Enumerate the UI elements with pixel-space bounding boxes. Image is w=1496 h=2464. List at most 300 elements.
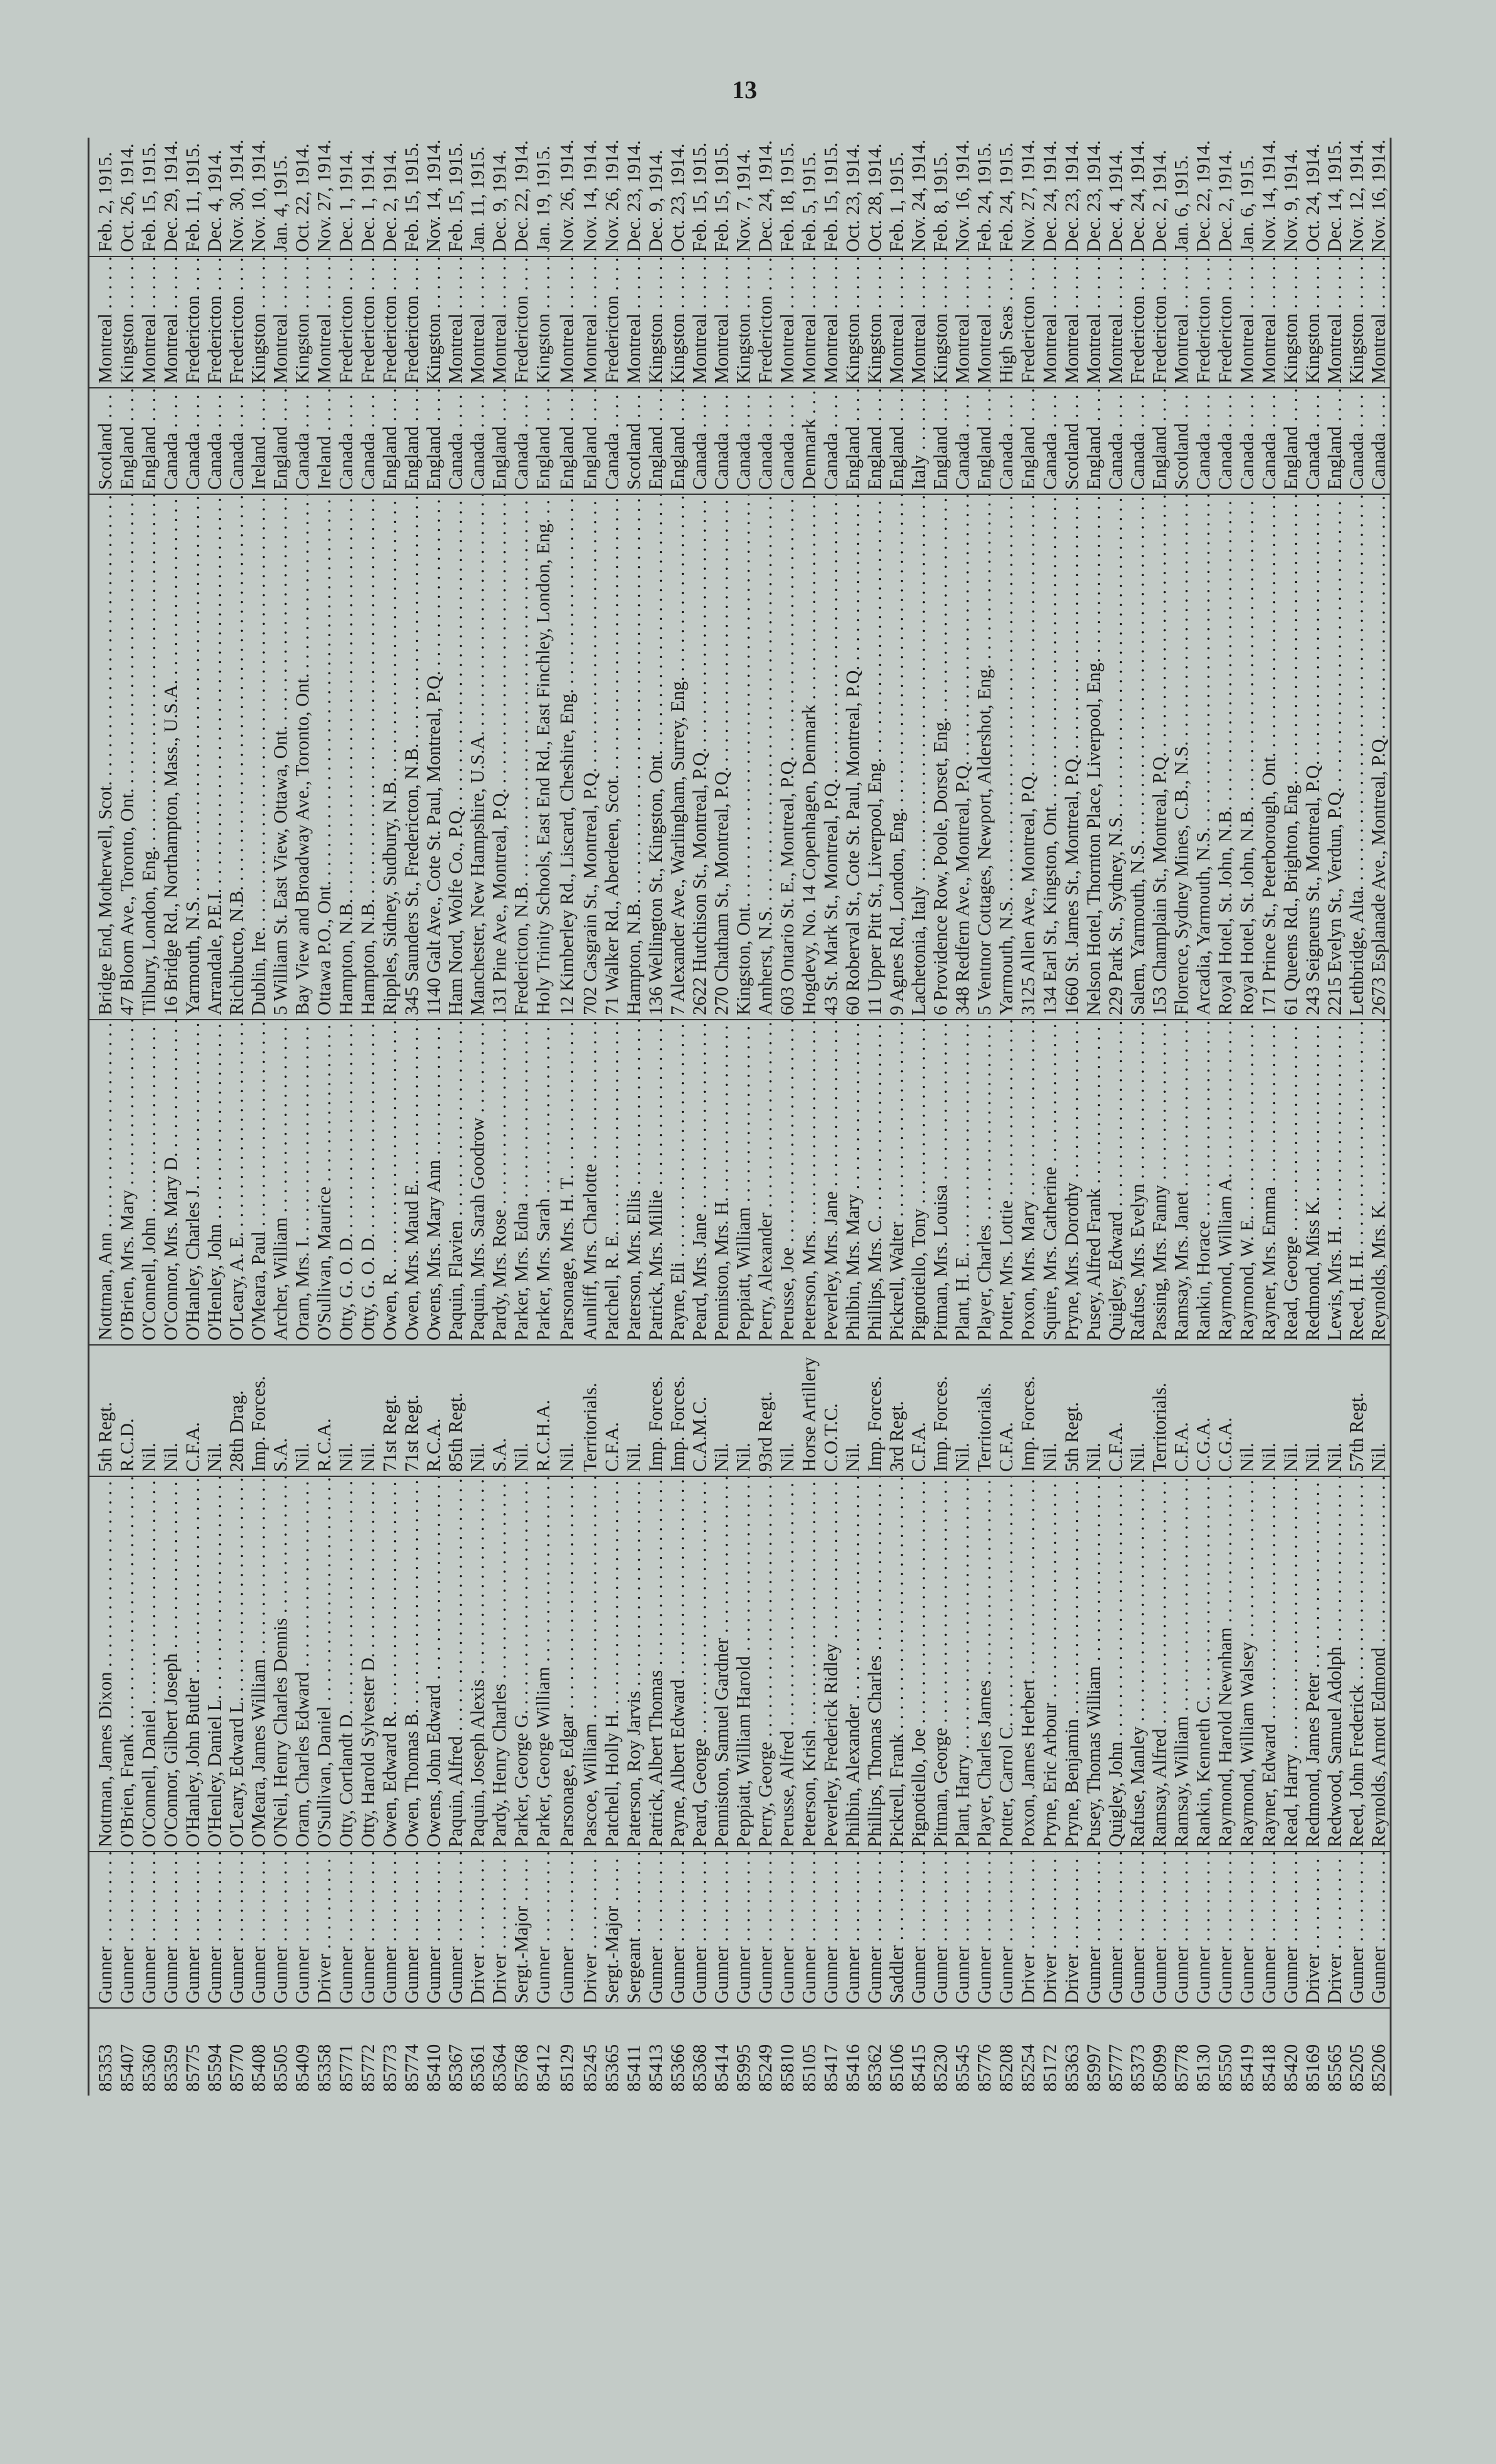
place-of-enlistment-cell: Montreal . . . xyxy=(1039,256,1061,388)
date-of-enlistment-cell: Dec. 1, 1914. xyxy=(357,138,379,256)
date-of-enlistment-cell: Feb. 18, 1915. xyxy=(776,138,798,256)
regimental-number-cell: 85770 xyxy=(226,2044,247,2092)
name-cell: Pusey, Thomas William . . . xyxy=(1083,1476,1105,1852)
regimental-number-cell: 85367 xyxy=(445,2044,466,2092)
country-of-birth-cell: England . . . xyxy=(842,388,864,494)
table-row xyxy=(182,138,204,2096)
table-row xyxy=(1346,138,1368,2096)
table-row xyxy=(160,138,182,2096)
former-corps-cell: 3rd Regt. xyxy=(886,1345,908,1476)
name-cell: Pryne, Eric Arbour . . . xyxy=(1039,1476,1061,1852)
table-row xyxy=(204,138,226,2096)
place-of-enlistment-cell: Montreal . . . xyxy=(886,256,908,388)
name-cell: Ramsay, William . . . xyxy=(1171,1476,1193,1852)
table-row xyxy=(820,138,842,2096)
former-corps-cell: 5th Regt. xyxy=(1061,1345,1083,1476)
regimental-number-cell: 85565 xyxy=(1324,2044,1345,2092)
former-corps-cell: R.C.H.A. xyxy=(532,1345,554,1476)
address-cell: Ham Nord, Wolfe Co., P.Q. . . . xyxy=(445,494,467,1020)
name-cell: Oram, Charles Edward . . . xyxy=(292,1476,313,1852)
address-cell: 47 Bloom Ave., Toronto, Ont. . . . xyxy=(116,494,138,1020)
place-of-enlistment-cell: Kingston . . . xyxy=(248,256,270,388)
rank-cell: Gunner . . . xyxy=(554,1852,579,2008)
country-of-birth-cell: England . . . xyxy=(489,388,511,494)
rank-cell: Gunner . . . xyxy=(401,1852,423,2008)
date-of-enlistment-cell: Dec. 9, 1914. xyxy=(645,138,667,256)
regimental-number-cell: 85359 xyxy=(160,2044,181,2092)
rank-cell: Gunner . . . xyxy=(1236,1852,1258,2008)
regimental-number-cell: 85995 xyxy=(733,2044,754,2092)
name-cell: Philbin, Alexander . . . xyxy=(842,1476,864,1852)
former-corps-cell: Nil. xyxy=(1302,1345,1324,1476)
rank-cell: Sergeant . . . xyxy=(623,1852,645,2008)
address-cell: Bridge End, Motherwell, Scot. . . . xyxy=(89,494,117,1020)
regimental-number-cell: 85208 xyxy=(995,2044,1017,2092)
former-corps-cell: Nil. xyxy=(1127,1345,1149,1476)
country-of-birth-cell: Canada . . . xyxy=(1368,388,1391,494)
place-of-enlistment-cell: Fredericton . . . xyxy=(755,256,776,388)
country-of-birth-cell: England . . . xyxy=(379,388,401,494)
rank-cell: Driver . . . xyxy=(1302,1852,1324,2008)
name-cell: Pignotiello, Joe . . . xyxy=(908,1476,930,1852)
former-corps-cell: Horse Artillery xyxy=(798,1345,820,1476)
rank-cell: Gunner . . . xyxy=(974,1852,995,2008)
former-corps-cell: Nil. xyxy=(160,1345,182,1476)
regimental-number-cell: 85778 xyxy=(1171,2044,1192,2092)
date-of-enlistment-cell: Jan. 6, 1915. xyxy=(1171,138,1193,256)
address-cell: 229 Park St., Sydney, N.S. . . . xyxy=(1105,494,1127,1020)
address-cell: 702 Casgrain St., Montreal, P.Q. . . . xyxy=(579,494,601,1020)
country-of-birth-cell: Ireland . . . xyxy=(248,388,270,494)
rank-cell: Gunner . . . xyxy=(667,1852,689,2008)
date-of-enlistment-cell: Dec. 23, 1914. xyxy=(623,138,645,256)
date-of-enlistment-cell: Nov. 9, 1914. xyxy=(1280,138,1302,256)
next-of-kin-cell: Pryne, Mrs. Dorothy . . . xyxy=(1061,1020,1083,1345)
name-cell: Pardy, Henry Charles . . . xyxy=(489,1476,511,1852)
regimental-number-cell: 85771 xyxy=(335,2044,357,2092)
former-corps-cell: Nil. xyxy=(733,1345,755,1476)
regimental-number-cell: 85545 xyxy=(952,2044,973,2092)
date-of-enlistment-cell: Dec. 2, 1914. xyxy=(1214,138,1236,256)
address-cell: Hampton, N.B. . . . xyxy=(357,494,379,1020)
name-cell: Owen, Thomas B. . . . xyxy=(401,1476,423,1852)
rank-cell: Gunner . . . xyxy=(1083,1852,1105,2008)
date-of-enlistment-cell: Oct. 23, 1914. xyxy=(842,138,864,256)
rank-cell: Gunner . . . xyxy=(864,1852,886,2008)
former-corps-cell: Nil. xyxy=(1280,1345,1302,1476)
next-of-kin-cell: Lewis, Mrs. H. . . . xyxy=(1324,1020,1346,1345)
place-of-enlistment-cell: Montreal . . . xyxy=(89,256,117,388)
address-cell: Yarmouth, N.S. . . . xyxy=(995,494,1017,1020)
former-corps-cell: 71st Regt. xyxy=(379,1345,401,1476)
former-corps-cell: Nil. xyxy=(357,1345,379,1476)
place-of-enlistment-cell: Montreal . . . xyxy=(798,256,820,388)
place-of-enlistment-cell: Fredericton . . . xyxy=(601,256,623,388)
name-cell: Penniston, Samuel Gardner . . . xyxy=(711,1476,733,1852)
country-of-birth-cell: England . . . xyxy=(1280,388,1302,494)
address-cell: 134 Earl St., Kingston, Ont. . . . xyxy=(1039,494,1061,1020)
name-cell: Perry, George . . . xyxy=(755,1476,776,1852)
table-row xyxy=(842,138,864,2096)
date-of-enlistment-cell: Feb. 15, 1915. xyxy=(689,138,711,256)
address-cell: Lachetonia, Italy . . . xyxy=(908,494,930,1020)
date-of-enlistment-cell: Jan. 11, 1915. xyxy=(467,138,489,256)
former-corps-cell: S.A. xyxy=(270,1345,292,1476)
address-cell: Arrandale, P.E.I. . . . xyxy=(204,494,226,1020)
next-of-kin-cell: Pickrell, Walter . . . xyxy=(886,1020,908,1345)
former-corps-cell: S.A. xyxy=(489,1345,511,1476)
regimental-number-cell: 85105 xyxy=(798,2044,820,2092)
place-of-enlistment-cell: Fredericton . . . xyxy=(1127,256,1149,388)
rank-cell: Gunner . . . xyxy=(1105,1852,1127,2008)
table-row xyxy=(226,138,248,2096)
address-cell: Bay View and Broadway Ave., Toronto, Ont. . . . xyxy=(292,494,313,1020)
former-corps-cell: 71st Regt. xyxy=(401,1345,423,1476)
table-row xyxy=(952,138,974,2096)
name-cell: Peverley, Frederick Ridley . . . xyxy=(820,1476,842,1852)
table-row xyxy=(1302,138,1324,2096)
place-of-enlistment-cell: Montreal . . . xyxy=(1171,256,1193,388)
regimental-number-cell: 85416 xyxy=(842,2044,863,2092)
regimental-number-cell: 85130 xyxy=(1193,2044,1214,2092)
former-corps-cell: Territorials. xyxy=(579,1345,601,1476)
place-of-enlistment-cell: Montreal . . . xyxy=(160,256,182,388)
next-of-kin-cell: O'Leary, A. E. . . . xyxy=(226,1020,248,1345)
regimental-number-cell: 85415 xyxy=(908,2044,929,2092)
place-of-enlistment-cell: Fredericton . . . xyxy=(335,256,357,388)
former-corps-cell: Imp. Forces. xyxy=(1017,1345,1039,1476)
country-of-birth-cell: Canada . . . xyxy=(689,388,711,494)
country-of-birth-cell: Canada . . . xyxy=(1346,388,1368,494)
former-corps-cell: Nil. xyxy=(511,1345,532,1476)
address-cell: Holy Trinity Schools, East End Rd., East Finchley, London, Eng. . . . xyxy=(532,494,554,1020)
rank-cell: Gunner . . . xyxy=(711,1852,733,2008)
date-of-enlistment-cell: Dec. 22, 1914. xyxy=(1193,138,1214,256)
next-of-kin-cell: Peard, Mrs. Jane . . . xyxy=(689,1020,711,1345)
place-of-enlistment-cell: Fredericton . . . xyxy=(204,256,226,388)
table-row xyxy=(357,138,379,2096)
address-cell: 43 St. Mark St., Montreal, P.Q. . . . xyxy=(820,494,842,1020)
former-corps-cell: C.F.A. xyxy=(995,1345,1017,1476)
address-cell: 2215 Evelyn St., Verdun, P.Q. . . . xyxy=(1324,494,1346,1020)
date-of-enlistment-cell: Feb. 15, 1915. xyxy=(445,138,467,256)
rank-cell: Sergt.-Major . . . xyxy=(601,1852,623,2008)
next-of-kin-cell: Parker, Mrs. Edna . . . xyxy=(511,1020,532,1345)
next-of-kin-cell: Paquin, Mrs. Sarah Goodrow . . . xyxy=(467,1020,489,1345)
address-cell: 71 Walker Rd., Aberdeen, Scot. . . . xyxy=(601,494,623,1020)
place-of-enlistment-cell: High Seas . . . xyxy=(995,256,1017,388)
next-of-kin-cell: O'Connell, John . . . xyxy=(138,1020,160,1345)
date-of-enlistment-cell: Dec. 2, 1914. xyxy=(379,138,401,256)
country-of-birth-cell: England . . . xyxy=(532,388,554,494)
table-row xyxy=(379,138,401,2096)
next-of-kin-cell: Pitman, Mrs. Louisa . . . xyxy=(930,1020,952,1345)
former-corps-cell: Nil. xyxy=(335,1345,357,1476)
rank-cell: Gunner . . . xyxy=(445,1852,467,2008)
former-corps-cell: C.G.A. xyxy=(1214,1345,1236,1476)
place-of-enlistment-cell: Kingston . . . xyxy=(423,256,445,388)
rank-cell: Saddler . . . xyxy=(886,1852,908,2008)
place-of-enlistment-cell: Fredericton . . . xyxy=(511,256,532,388)
date-of-enlistment-cell: Dec. 2, 1914. xyxy=(1149,138,1171,256)
rank-cell: Gunner . . . xyxy=(820,1852,842,2008)
rank-cell: Gunner . . . xyxy=(160,1852,182,2008)
rank-cell: Gunner . . . xyxy=(138,1852,160,2008)
former-corps-cell: Nil. xyxy=(842,1345,864,1476)
next-of-kin-cell: Rayner, Mrs. Emma . . . xyxy=(1258,1020,1280,1345)
name-cell: Redmond, James Peter . . . xyxy=(1302,1476,1324,1852)
address-cell: 3125 Allen Ave., Montreal, P.Q. . . . xyxy=(1017,494,1039,1020)
next-of-kin-cell: Redmond, Miss K. . . . xyxy=(1302,1020,1324,1345)
address-cell: Hampton, N.B. . . . xyxy=(335,494,357,1020)
date-of-enlistment-cell: Feb. 2, 1915. xyxy=(89,138,117,256)
date-of-enlistment-cell: Oct. 23, 1914. xyxy=(667,138,689,256)
place-of-enlistment-cell: Montreal . . . xyxy=(445,256,467,388)
rank-cell: Sergt.-Major . . . xyxy=(511,1852,532,2008)
country-of-birth-cell: England . . . xyxy=(270,388,292,494)
address-cell: 11 Upper Pitt St., Liverpool, Eng. . . . xyxy=(864,494,886,1020)
country-of-birth-cell: England . . . xyxy=(554,388,579,494)
place-of-enlistment-cell: Montreal . . . xyxy=(820,256,842,388)
regimental-number-cell: 85361 xyxy=(467,2044,488,2092)
former-corps-cell: 28th Drag. xyxy=(226,1345,248,1476)
name-cell: Raymond, Harold Newnham . . . xyxy=(1214,1476,1236,1852)
name-cell: Phillips, Thomas Charles . . . xyxy=(864,1476,886,1852)
name-cell: Quigley, John . . . xyxy=(1105,1476,1127,1852)
place-of-enlistment-cell: Montreal . . . xyxy=(467,256,489,388)
rank-cell: Gunner . . . xyxy=(689,1852,711,2008)
place-of-enlistment-cell: Kingston . . . xyxy=(116,256,138,388)
place-of-enlistment-cell: Fredericton . . . xyxy=(182,256,204,388)
table-row xyxy=(995,138,1017,2096)
place-of-enlistment-cell: Montreal . . . xyxy=(579,256,601,388)
name-cell: Peppiatt, William Harold . . . xyxy=(733,1476,755,1852)
regimental-number-cell: 85412 xyxy=(532,2044,554,2092)
rank-cell: Gunner . . . xyxy=(776,1852,798,2008)
country-of-birth-cell: England . . . xyxy=(1017,388,1039,494)
next-of-kin-cell: Owen, R. . . . xyxy=(379,1020,401,1345)
date-of-enlistment-cell: Oct. 26, 1914. xyxy=(116,138,138,256)
regimental-number-cell: 85773 xyxy=(379,2044,400,2092)
date-of-enlistment-cell: Dec. 24, 1914. xyxy=(755,138,776,256)
former-corps-cell: 85th Regt. xyxy=(445,1345,467,1476)
regimental-number-cell: 85245 xyxy=(579,2044,601,2092)
place-of-enlistment-cell: Fredericton . . . xyxy=(226,256,248,388)
nominal-roll-table xyxy=(88,138,1392,2096)
former-corps-cell: Nil. xyxy=(138,1345,160,1476)
country-of-birth-cell: Scotland . . . xyxy=(1061,388,1083,494)
former-corps-cell: Imp. Forces. xyxy=(248,1345,270,1476)
next-of-kin-cell: Payne, Eli . . . xyxy=(667,1020,689,1345)
regimental-number-cell: 85368 xyxy=(689,2044,710,2092)
table-row xyxy=(1017,138,1039,2096)
rank-cell: Driver . . . xyxy=(1039,1852,1061,2008)
next-of-kin-cell: O'Brien, Mrs. Mary . . . xyxy=(116,1020,138,1345)
rank-cell: Driver . . . xyxy=(313,1852,335,2008)
date-of-enlistment-cell: Feb. 15, 1915. xyxy=(138,138,160,256)
next-of-kin-cell: Peppiatt, William . . . xyxy=(733,1020,755,1345)
date-of-enlistment-cell: Nov. 10, 1914. xyxy=(248,138,270,256)
regimental-number-cell: 85774 xyxy=(401,2044,422,2092)
address-cell: Manchester, New Hampshire, U.S.A. . . . xyxy=(467,494,489,1020)
table-row xyxy=(1368,138,1391,2096)
page-number: 13 xyxy=(732,76,757,104)
name-cell: Pryne, Benjamin . . . xyxy=(1061,1476,1083,1852)
name-cell: Otty, Cortlandt D. . . . xyxy=(335,1476,357,1852)
regimental-number-cell: 85205 xyxy=(1346,2044,1367,2092)
name-cell: Owen, Edward R. . . . xyxy=(379,1476,401,1852)
place-of-enlistment-cell: Fredericton . . . xyxy=(357,256,379,388)
next-of-kin-cell: O'Henley, John . . . xyxy=(204,1020,226,1345)
name-cell: Rayner, Edward . . . xyxy=(1258,1476,1280,1852)
address-cell: Ripples, Sidney, Sudbury, N.B. . . . xyxy=(379,494,401,1020)
former-corps-cell: Nil. xyxy=(467,1345,489,1476)
rank-cell: Gunner . . . xyxy=(645,1852,667,2008)
name-cell: Poxon, James Herbert . . . xyxy=(1017,1476,1039,1852)
address-cell: 2622 Hutchison St., Montreal, P.Q. . . . xyxy=(689,494,711,1020)
address-cell: 61 Queens Rd., Brighton, Eng. . . . xyxy=(1280,494,1302,1020)
next-of-kin-cell: O'Hanley, Charles J. . . . xyxy=(182,1020,204,1345)
place-of-enlistment-cell: Fredericton . . . xyxy=(1149,256,1171,388)
place-of-enlistment-cell: Fredericton . . . xyxy=(1017,256,1039,388)
table-row xyxy=(886,138,908,2096)
table-row xyxy=(1258,138,1280,2096)
address-cell: Fredericton, N.B. . . . xyxy=(511,494,532,1020)
country-of-birth-cell: England . . . xyxy=(1083,388,1105,494)
address-cell: Kingston, Ont. . . . xyxy=(733,494,755,1020)
country-of-birth-cell: Canada . . . xyxy=(1127,388,1149,494)
regimental-number-cell: 85418 xyxy=(1258,2044,1280,2092)
former-corps-cell: Nil. xyxy=(1236,1345,1258,1476)
name-cell: Plant, Harry . . . xyxy=(952,1476,974,1852)
place-of-enlistment-cell: Fredericton . . . xyxy=(1214,256,1236,388)
rank-cell: Gunner . . . xyxy=(952,1852,974,2008)
name-cell: Peterson, Krish . . . xyxy=(798,1476,820,1852)
next-of-kin-cell: Pignotiello, Tony . . . xyxy=(908,1020,930,1345)
country-of-birth-cell: Canada . . . xyxy=(995,388,1017,494)
country-of-birth-cell: Canada . . . xyxy=(1258,388,1280,494)
rank-cell: Gunner . . . xyxy=(842,1852,864,2008)
table-row xyxy=(1193,138,1214,2096)
next-of-kin-cell: Rankin, Horace . . . xyxy=(1193,1020,1214,1345)
table-row xyxy=(554,138,579,2096)
former-corps-cell: Imp. Forces. xyxy=(645,1345,667,1476)
former-corps-cell: C.F.A. xyxy=(1105,1345,1127,1476)
country-of-birth-cell: Canada . . . xyxy=(755,388,776,494)
rank-cell: Gunner . . . xyxy=(182,1852,204,2008)
address-cell: 60 Roberval St., Cote St. Paul, Montreal, P.Q. . . . xyxy=(842,494,864,1020)
address-cell: 12 Kimberley Rd., Liscard, Cheshire, Eng. . . . xyxy=(554,494,579,1020)
regimental-number-cell: 85505 xyxy=(270,2044,291,2092)
rank-cell: Gunner . . . xyxy=(908,1852,930,2008)
address-cell: 270 Chatham St., Montreal, P.Q. . . . xyxy=(711,494,733,1020)
country-of-birth-cell: England . . . xyxy=(974,388,995,494)
name-cell: O'Connell, Daniel . . . xyxy=(138,1476,160,1852)
rank-cell: Gunner . . . xyxy=(248,1852,270,2008)
next-of-kin-cell: Read, George . . . xyxy=(1280,1020,1302,1345)
place-of-enlistment-cell: Montreal . . . xyxy=(489,256,511,388)
name-cell: Payne, Albert Edward . . . xyxy=(667,1476,689,1852)
date-of-enlistment-cell: Dec. 29, 1914. xyxy=(160,138,182,256)
rank-cell: Driver . . . xyxy=(1017,1852,1039,2008)
next-of-kin-cell: Philbin, Mrs. Mary . . . xyxy=(842,1020,864,1345)
former-corps-cell: Nil. xyxy=(1258,1345,1280,1476)
rank-cell: Gunner . . . xyxy=(89,1852,117,2008)
place-of-enlistment-cell: Kingston . . . xyxy=(1346,256,1368,388)
date-of-enlistment-cell: Nov. 14, 1914. xyxy=(423,138,445,256)
date-of-enlistment-cell: Jan. 4, 1915. xyxy=(270,138,292,256)
regimental-number-cell: 85417 xyxy=(820,2044,842,2092)
address-cell: Hogdevy, No. 14 Copenhagen, Denmark . . . xyxy=(798,494,820,1020)
place-of-enlistment-cell: Montreal . . . xyxy=(1258,256,1280,388)
former-corps-cell: Nil. xyxy=(1039,1345,1061,1476)
rank-cell: Gunner . . . xyxy=(733,1852,755,2008)
name-cell: Pickrell, Frank . . . xyxy=(886,1476,908,1852)
table-row xyxy=(1171,138,1193,2096)
next-of-kin-cell: Nottman, Ann . . . xyxy=(89,1020,117,1345)
next-of-kin-cell: Patrick, Mrs. Millie . . . xyxy=(645,1020,667,1345)
rank-cell: Gunner . . . xyxy=(335,1852,357,2008)
rank-cell: Gunner . . . xyxy=(204,1852,226,2008)
country-of-birth-cell: Canada . . . xyxy=(445,388,467,494)
next-of-kin-cell: Paquin, Flavien . . . xyxy=(445,1020,467,1345)
country-of-birth-cell: Canada . . . xyxy=(1039,388,1061,494)
address-cell: Arcadia, Yarmouth, N.S. . . . xyxy=(1193,494,1214,1020)
next-of-kin-cell: Parsonage, Mrs. H. T. . . . xyxy=(554,1020,579,1345)
address-cell: Dublin, Ire. . . . xyxy=(248,494,270,1020)
address-cell: Amherst, N.S. . . . xyxy=(755,494,776,1020)
regimental-number-cell: 85550 xyxy=(1214,2044,1236,2092)
former-corps-cell: C.F.A. xyxy=(908,1345,930,1476)
table-row xyxy=(511,138,532,2096)
date-of-enlistment-cell: Feb. 5, 1915. xyxy=(798,138,820,256)
address-cell: 1660 St. James St., Montreal, P.Q. . . . xyxy=(1061,494,1083,1020)
place-of-enlistment-cell: Montreal . . . xyxy=(1236,256,1258,388)
country-of-birth-cell: England . . . xyxy=(864,388,886,494)
address-cell: 131 Pine Ave., Montreal, P.Q. . . . xyxy=(489,494,511,1020)
country-of-birth-cell: Canada . . . xyxy=(182,388,204,494)
name-cell: Pitman, George . . . xyxy=(930,1476,952,1852)
table-row xyxy=(489,138,511,2096)
next-of-kin-cell: Phillips, Mrs. C. . . . xyxy=(864,1020,886,1345)
next-of-kin-cell: Reed, H. H. . . . xyxy=(1346,1020,1368,1345)
date-of-enlistment-cell: Feb. 15, 1915. xyxy=(711,138,733,256)
country-of-birth-cell: England . . . xyxy=(886,388,908,494)
regimental-number-cell: 85254 xyxy=(1017,2044,1039,2092)
rank-cell: Gunner . . . xyxy=(1368,1852,1391,2008)
rank-cell: Gunner . . . xyxy=(532,1852,554,2008)
former-corps-cell: Nil. xyxy=(1368,1345,1391,1476)
place-of-enlistment-cell: Montreal . . . xyxy=(554,256,579,388)
regimental-number-cell: 85777 xyxy=(1105,2044,1126,2092)
table-row xyxy=(689,138,711,2096)
table-row xyxy=(1039,138,1061,2096)
country-of-birth-cell: England . . . xyxy=(579,388,601,494)
date-of-enlistment-cell: Feb. 24, 1915. xyxy=(974,138,995,256)
table-row xyxy=(467,138,489,2096)
country-of-birth-cell: England . . . xyxy=(667,388,689,494)
place-of-enlistment-cell: Kingston . . . xyxy=(842,256,864,388)
former-corps-cell: C.F.A. xyxy=(1171,1345,1193,1476)
country-of-birth-cell: England . . . xyxy=(401,388,423,494)
date-of-enlistment-cell: Nov. 24, 1914. xyxy=(908,138,930,256)
table-row xyxy=(711,138,733,2096)
next-of-kin-cell: Perry, Alexander . . . xyxy=(755,1020,776,1345)
address-cell: Yarmouth, N.S. . . . xyxy=(182,494,204,1020)
table-row xyxy=(1236,138,1258,2096)
date-of-enlistment-cell: Dec. 23, 1914. xyxy=(1083,138,1105,256)
table-row xyxy=(1280,138,1302,2096)
